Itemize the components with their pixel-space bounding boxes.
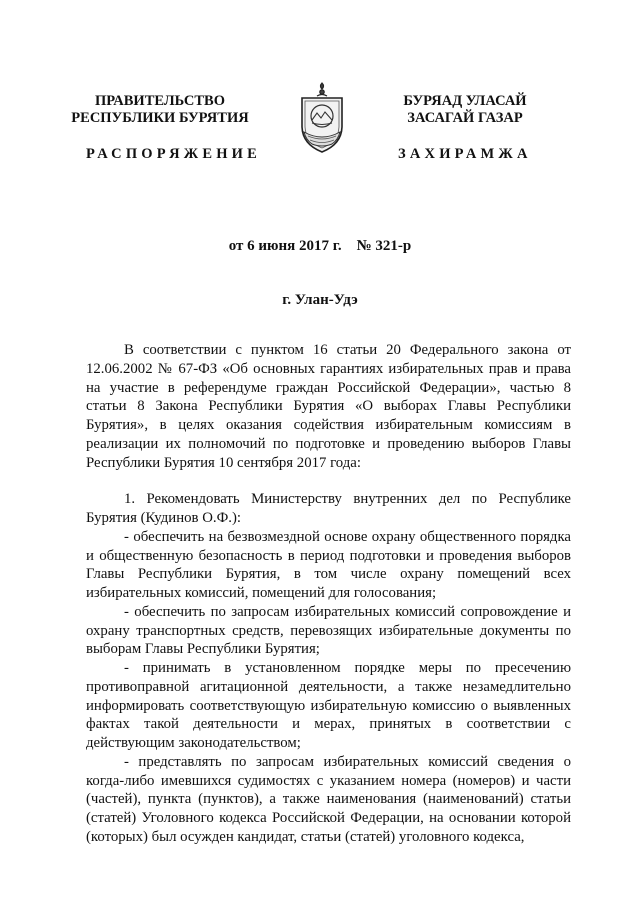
document-type-russian: РАСПОРЯЖЕНИЕ: [86, 146, 262, 162]
item-1-paragraph: 1. Рекомендовать Министерству внутренних дел по Республике Бурятия (Кудинов О.Ф.):: [86, 491, 571, 526]
government-name-buryat-line-1: БУРЯАД УЛАСАЙ: [403, 93, 527, 109]
coat-of-arms-icon: [294, 80, 350, 158]
government-name-buryat: [375, 93, 555, 127]
sub-item-paragraph: - принимать в установленном порядке меры по пресечению противоправной агитационной деятельности, а также незамедлительно информировать соответствующую избирательную комиссию о выявленных фактах такой деятельности и мерах, принятых в соответствии с действующим законодательством;: [86, 660, 571, 751]
sub-item-paragraph: - обеспечить на безвозмездной основе охрану общественного порядка и общественную безопасность в период подготовки и проведения выборов Главы Республики Бурятия, в том числе охрану помещений всех избирательных комиссий, помещений для голосования;: [86, 528, 571, 601]
document-type-buryat: ЗАХИРАМЖА: [398, 146, 532, 162]
document-date-and-number: от 6 июня 2017 г. № 321-р: [228, 238, 412, 254]
government-name-line-1: ПРАВИТЕЛЬСТВО: [95, 93, 225, 109]
sub-item-paragraph: - представлять по запросам избирательных комиссий сведения о когда-либо имевшихся судимостях с указанием номера (номеров) и части (частей), пункта (пунктов), а также наименования (наименований) статьи (статей) Уголовного кодекса Российской Федерации, на основании которой (которых) был осужден кандидат, статьи (статей) уголовного кодекса,: [86, 753, 571, 845]
government-name-russian: [60, 93, 260, 127]
document-city: г. Улан-Удэ: [282, 292, 358, 308]
preamble-paragraph: В соответствии с пунктом 16 статьи 20 Федерального закона от 12.06.2002 № 67-ФЗ «Об основных гарантиях избирательных прав и права на участие в референдуме граждан Российской Федерации», частью 8 статьи 8 Закона Республики Бурятия «О выборах Главы Республики Бурятия», в целях оказания содействия избирательным комиссиям в реализации их полномочий по подготовке и проведению выборов Главы Республики Бурятия 10 сентября 2017 года:: [86, 342, 571, 471]
government-name-buryat-line-2: ЗАСАГАЙ ГАЗАР: [407, 110, 523, 126]
sub-item-paragraph: - обеспечить по запросам избирательных комиссий сопровождение и охрану транспортных средств, перевозящих избирательные документы по выборам Главы Республики Бурятия;: [86, 603, 571, 658]
document-body: [86, 341, 571, 847]
government-name-line-2: РЕСПУБЛИКИ БУРЯТИЯ: [71, 110, 249, 126]
